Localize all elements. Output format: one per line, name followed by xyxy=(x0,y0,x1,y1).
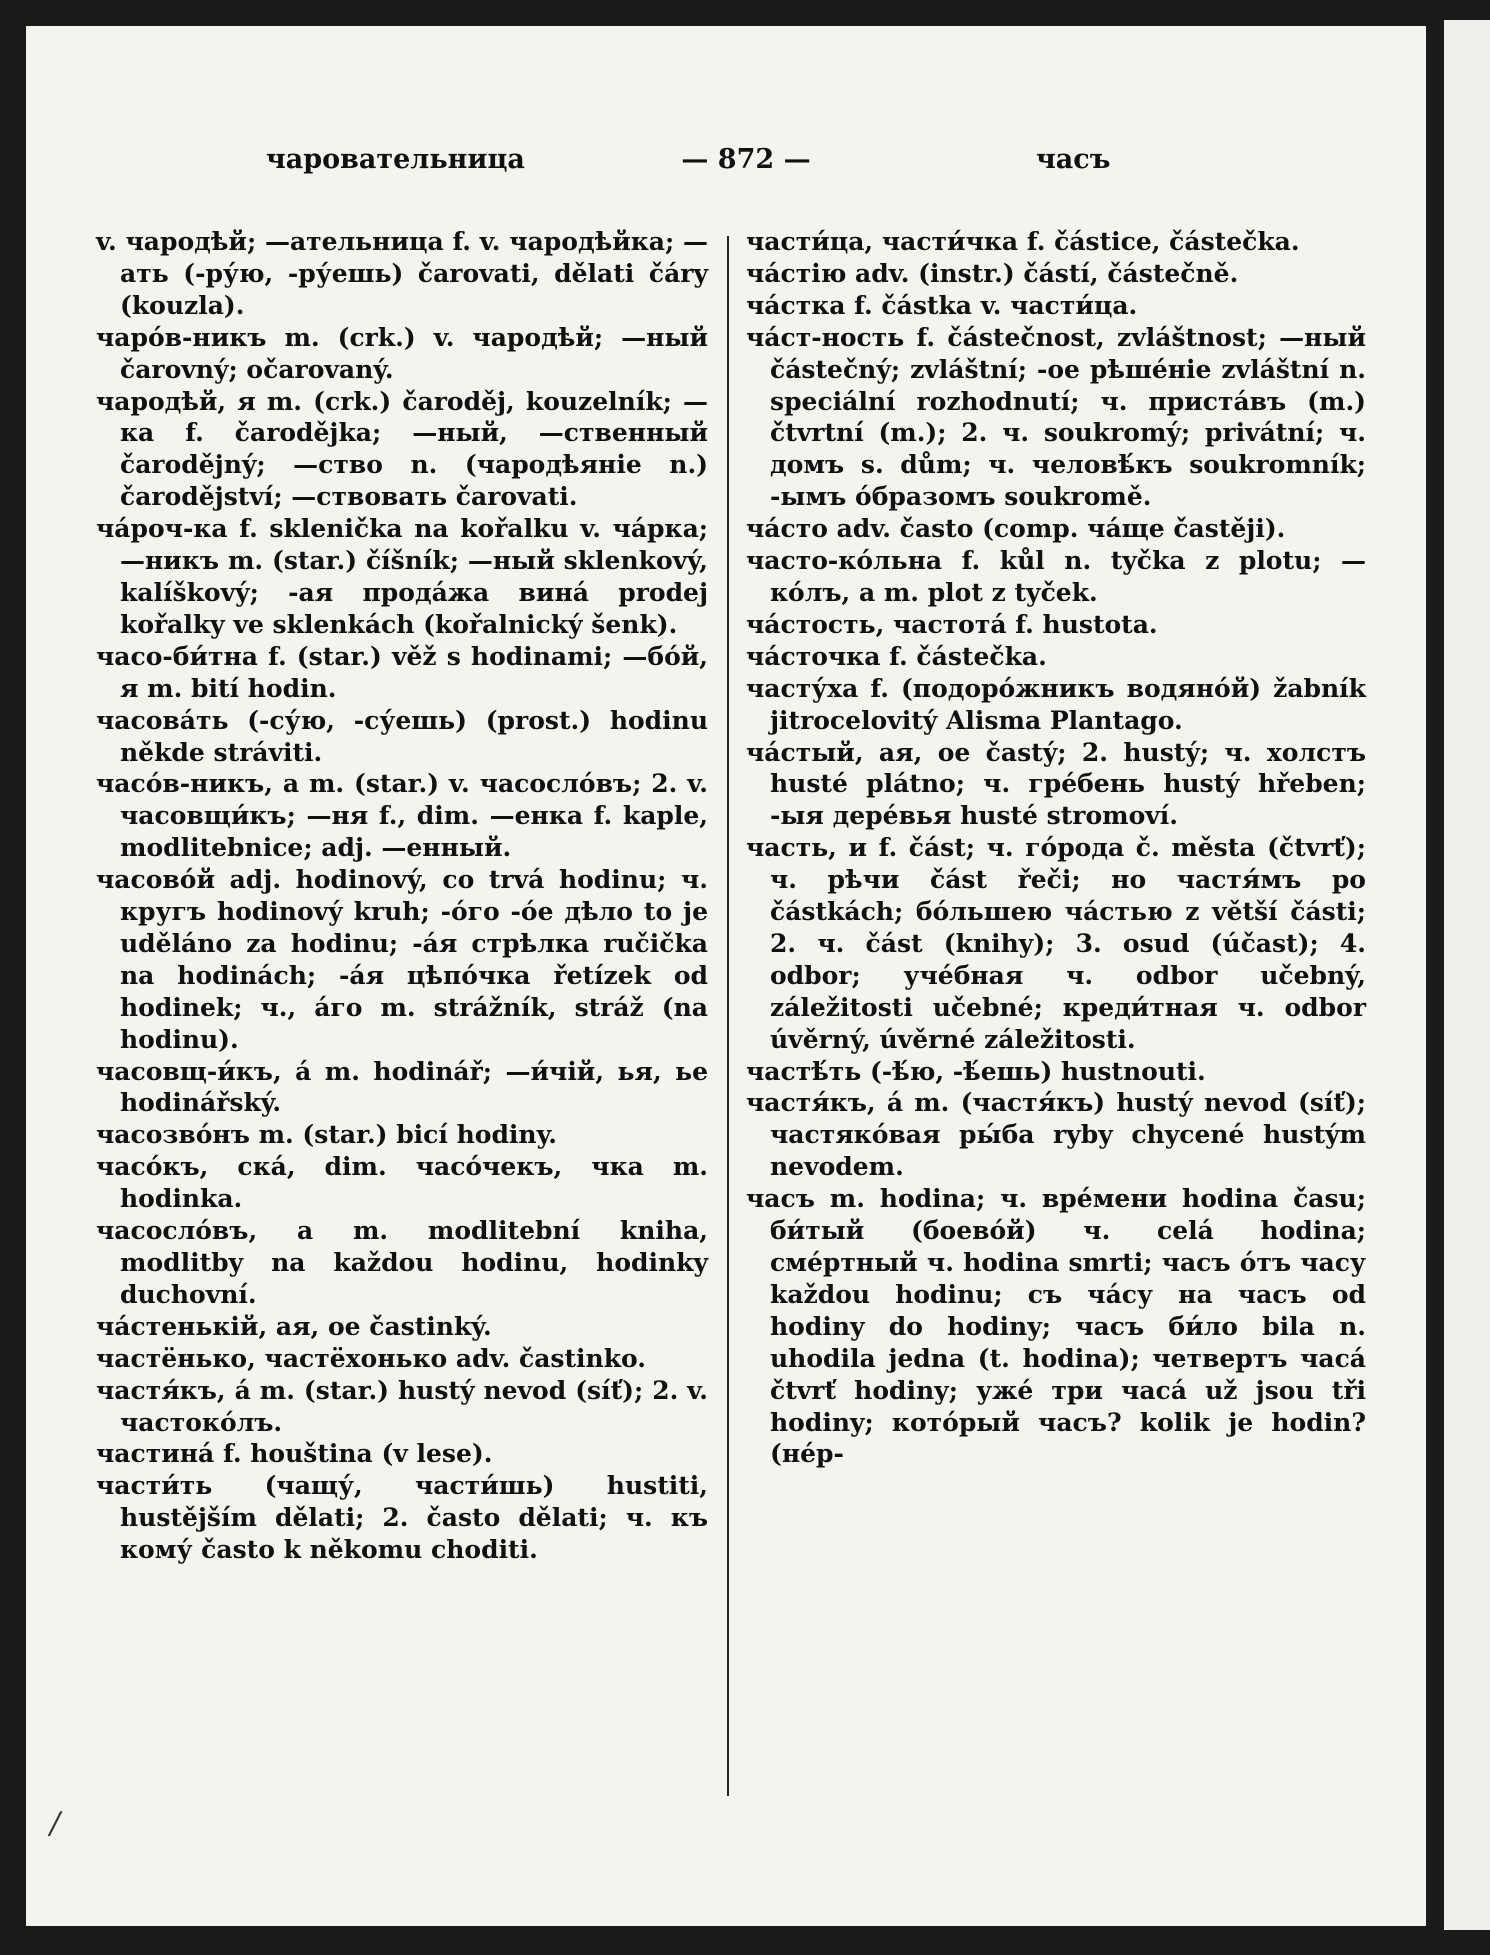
dictionary-entry: ча́сто adv. často (comp. ча́ще častěji). xyxy=(746,514,1286,544)
dictionary-entry: чаро́в-никъ m. (crk.) v. чародѣй; —ный čarovný; očarovaný. xyxy=(96,322,708,384)
dictionary-entry: ча́стка f. částka v. части́ца. xyxy=(746,290,1138,320)
right-running-headword: часъ xyxy=(1036,144,1111,175)
dictionary-entry: часосло́въ, а m. modlitební kniha, modlitby na každou hodinu, hodinky duchovní. xyxy=(96,1216,708,1309)
dictionary-entry: части́ть (чащу́, части́шь) hustiti, hustějším dělati; 2. často dělati; ч. къ кому́ často k někomu choditi. xyxy=(96,1471,708,1565)
dictionary-entry: чародѣй, я m. (crk.) čaroděj, kouzelník; —ка f. čarodějka; —ный, —ственный čarodějný; —ство n. (чародѣяніе n.) čarodějství; —ствовать čarovati. xyxy=(96,386,708,512)
left-column xyxy=(96,226,708,1566)
dictionary-entry: ча́стію adv. (instr.) částí, částečně. xyxy=(746,258,1239,288)
right-column xyxy=(746,226,1366,1470)
dictionary-entry: v. чародѣй; —ательница f. v. чародѣйка; —ать (-ру́ю, -ру́ешь) čarovati, dělati čáry (kouzla). xyxy=(96,227,708,320)
dictionary-entry: часо́в-никъ, а m. (star.) v. часосло́въ; 2. v. часовщи́къ; —ня f., dim. —енка f. kaple, modlitebnice; adj. —енный. xyxy=(96,769,708,863)
dictionary-entry: частя́къ, а́ m. (star.) hustý nevod (síť); 2. v. частоко́лъ. xyxy=(96,1375,708,1437)
dictionary-entry: частёнько, частёхонько adv. častinko. xyxy=(96,1343,646,1373)
dictionary-entry: часо́къ, ска́, dim. часо́чекъ, чка m. hodinka. xyxy=(96,1152,708,1214)
left-running-headword: чаровательница xyxy=(266,144,525,175)
dictionary-entry: ча́стость, частота́ f. hustota. xyxy=(746,609,1158,639)
page-header xyxy=(26,144,1426,184)
dictionary-entry: часту́ха f. (подоро́жникъ водяно́й) žabník jitrocelovitý Alisma Plantago. xyxy=(746,673,1366,735)
dictionary-entry: часто-ко́льна f. kůl n. tyčka z plotu; —ко́лъ, а m. plot z tyček. xyxy=(746,546,1366,607)
dictionary-entry: часть, и f. část; ч. го́рода č. města (čtvrť); ч. рѣчи část řeči; но частя́мъ po částkách; бо́льшею ча́стью z větší části; 2. ч. část (knihy); 3. osud (účast); 4. odbor; уче́бная ч. odbor učebný, záležitosti učebné; креди́тная ч. odbor úvěrný, úvěrné záležitosti. xyxy=(746,833,1366,1054)
dictionary-entry: часъ m. hodina; ч. вре́мени hodina času; би́тый (боево́й) ч. celá hodina; сме́ртный ч. hodina smrti; часъ о́тъ часу každou hodinu; съ ча́су на часъ od hodiny do hodiny; часъ би́ло bila n. uhodila jedna (t. hodina); четвертъ часа́ čtvrť hodiny; уже́ три часа́ už jsou tři hodiny; кото́рый часъ? kolik je hodin? (не́р- xyxy=(746,1184,1366,1469)
dictionary-entry: ча́стенькій, ая, ое častinký. xyxy=(96,1311,492,1341)
dictionary-entry: ча́ст-ность f. částečnost, zvláštnost; —ный částečný; zvláštní; -ое рѣше́ніе zvláštní n. speciální rozhodnutí; ч. приста́въ (m.) čtvrtní (m.); 2. ч. soukromý; privátní; ч. домъ s. dům; ч. человѣ́къ soukromník; -ымъ о́бразомъ soukromě. xyxy=(746,322,1366,512)
dictionary-entry: часозво́нъ m. (star.) bicí hodiny. xyxy=(96,1120,557,1150)
column-divider xyxy=(727,236,729,1796)
dictionary-entry: частя́къ, а́ m. (частя́къ) hustý nevod (síť); частяко́вая ры́ба ryby chycené hustým nevodem. xyxy=(746,1088,1366,1182)
margin-mark: / xyxy=(50,1806,61,1841)
dictionary-entry: части́ца, части́чка f. částice, částečka. xyxy=(746,227,1300,256)
dictionary-entry: частѣ́ть (-ѣ́ю, -ѣ́ешь) hustnouti. xyxy=(746,1056,1206,1086)
dictionary-entry: часо-би́тна f. (star.) věž s hodinami; —бо́й, я m. bití hodin. xyxy=(96,641,708,703)
dictionary-entry: ча́сточка f. částečka. xyxy=(746,641,1047,671)
adjacent-page-edge xyxy=(1444,20,1490,1930)
dictionary-entry: ча́стый, ая, ое častý; 2. hustý; ч. холстъ husté plátno; ч. гре́бень hustý hřeben; -ыя дере́вья husté stromoví. xyxy=(746,737,1366,831)
dictionary-entry: часова́ть (-су́ю, -су́ешь) (prost.) hodinu někde stráviti. xyxy=(96,705,708,767)
dictionary-entry: часовщ-и́къ, а́ m. hodinář; —и́чій, ья, ье hodinářský. xyxy=(96,1056,708,1118)
dictionary-page xyxy=(26,26,1426,1926)
dictionary-entry: ча́роч-ка f. sklenička na kořalku v. ча́рка; —никъ m. (star.) číšník; —ный sklenkový, kalíškový; -ая прода́жа вина́ prodej kořalky ve sklenkách (kořalnický šenk). xyxy=(96,514,708,639)
dictionary-entry: часово́й adj. hodinový, co trvá hodinu; ч. кругъ hodinový kruh; -о́го -о́е дѣло to je uděláno za hodinu; -а́я стрѣлка ručička na hodinách; -а́я цѣпо́чка řetízek od hodinek; ч., а́го m. strážník, stráž (na hodinu). xyxy=(96,865,708,1054)
dictionary-entry: частина́ f. houština (v lese). xyxy=(96,1439,493,1469)
page-number: — 872 — xyxy=(681,144,811,175)
